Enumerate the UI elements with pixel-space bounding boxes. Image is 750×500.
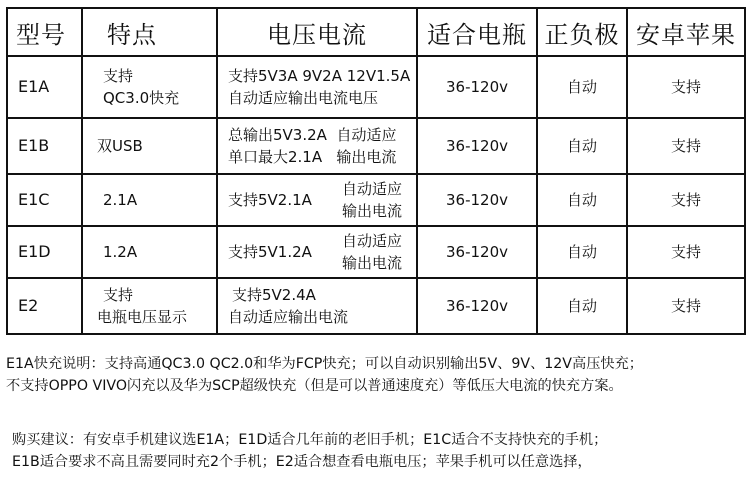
cell-model: E2 xyxy=(7,278,82,334)
voltage-side-line: 输出电流 xyxy=(341,202,402,220)
cell-compat: 支持 xyxy=(627,118,745,174)
table-row xyxy=(7,278,745,334)
cell-model: E1D xyxy=(7,226,82,278)
voltage-line: 总输出5V3.2A 自动适应 xyxy=(228,126,397,144)
voltage-side-line: 输出电流 xyxy=(341,254,402,272)
voltage-side-line: 自动适应 xyxy=(341,232,402,250)
cell-polarity: 自动 xyxy=(537,226,627,278)
note-line: 不支持OPPO VIVO闪充以及华为SCP超级快充（但是可以普通速度充）等低压大电流的快充方案。 xyxy=(6,378,623,394)
feature-line: 支持 xyxy=(103,67,134,85)
cell-voltage xyxy=(217,278,417,334)
fast-charge-note xyxy=(6,353,746,397)
cell-feature: 1.2A xyxy=(82,226,217,278)
note-line: 购买建议：有安卓手机建议选E1A；E1D适合几年前的老旧手机；E1C适合不支持快充的手机； xyxy=(12,432,608,448)
cell-model: E1A xyxy=(7,56,82,118)
cell-polarity: 自动 xyxy=(537,56,627,118)
table-row xyxy=(7,174,745,226)
voltage-main: 支持5V1.2A xyxy=(228,243,312,261)
note-line: E1B适合要求不高且需要同时充2个手机；E2适合想查看电瓶电压；苹果手机可以任意选择， xyxy=(12,454,592,470)
cell-compat: 支持 xyxy=(627,226,745,278)
cell-feature: 双USB xyxy=(82,118,217,174)
cell-polarity: 自动 xyxy=(537,278,627,334)
cell-voltage xyxy=(217,174,417,226)
voltage-main: 支持5V2.1A xyxy=(228,191,312,209)
cell-feature xyxy=(82,278,217,334)
header-voltage: 电压电流 xyxy=(217,8,417,56)
table-row xyxy=(7,56,745,118)
voltage-line: 支持5V3A 9V2A 12V1.5A xyxy=(228,67,411,85)
purchase-advice xyxy=(12,429,750,473)
header-polarity: 正负极 xyxy=(537,8,627,56)
cell-feature: 2.1A xyxy=(82,174,217,226)
voltage-line: 单口最大2.1A 输出电流 xyxy=(228,148,397,166)
cell-model: E1B xyxy=(7,118,82,174)
voltage-side-line: 自动适应 xyxy=(341,180,402,198)
cell-model: E1C xyxy=(7,174,82,226)
cell-battery: 36-120v xyxy=(417,174,537,226)
cell-battery: 36-120v xyxy=(417,226,537,278)
voltage-line: 支持5V2.4A xyxy=(232,286,316,304)
cell-polarity: 自动 xyxy=(537,174,627,226)
feature-line: 支持 xyxy=(103,286,134,304)
voltage-line: 自动适应输出电流电压 xyxy=(228,89,379,107)
note-line: E1A快充说明：支持高通QC3.0 QC2.0和华为FCP快充；可以自动识别输出5V、9V、12V高压快充； xyxy=(6,356,643,372)
cell-compat: 支持 xyxy=(627,278,745,334)
table-row xyxy=(7,226,745,278)
header-compat: 安卓苹果 xyxy=(627,8,745,56)
cell-compat: 支持 xyxy=(627,56,745,118)
header-model: 型号 xyxy=(7,8,82,56)
voltage-side xyxy=(342,178,402,222)
feature-line: QC3.0快充 xyxy=(103,89,180,107)
cell-voltage xyxy=(217,56,417,118)
cell-battery: 36-120v xyxy=(417,118,537,174)
voltage-line: 自动适应输出电流 xyxy=(228,308,349,326)
cell-voltage xyxy=(217,118,417,174)
header-battery: 适合电瓶 xyxy=(417,8,537,56)
voltage-side xyxy=(342,230,402,274)
table-row xyxy=(7,118,745,174)
cell-compat: 支持 xyxy=(627,174,745,226)
cell-battery: 36-120v xyxy=(417,56,537,118)
header-feature: 特点 xyxy=(82,8,217,56)
table-header-row xyxy=(7,8,745,56)
cell-feature xyxy=(82,56,217,118)
cell-voltage xyxy=(217,226,417,278)
cell-battery: 36-120v xyxy=(417,278,537,334)
feature-line: 电瓶电压显示 xyxy=(97,308,188,326)
spec-table xyxy=(6,7,746,335)
cell-polarity: 自动 xyxy=(537,118,627,174)
